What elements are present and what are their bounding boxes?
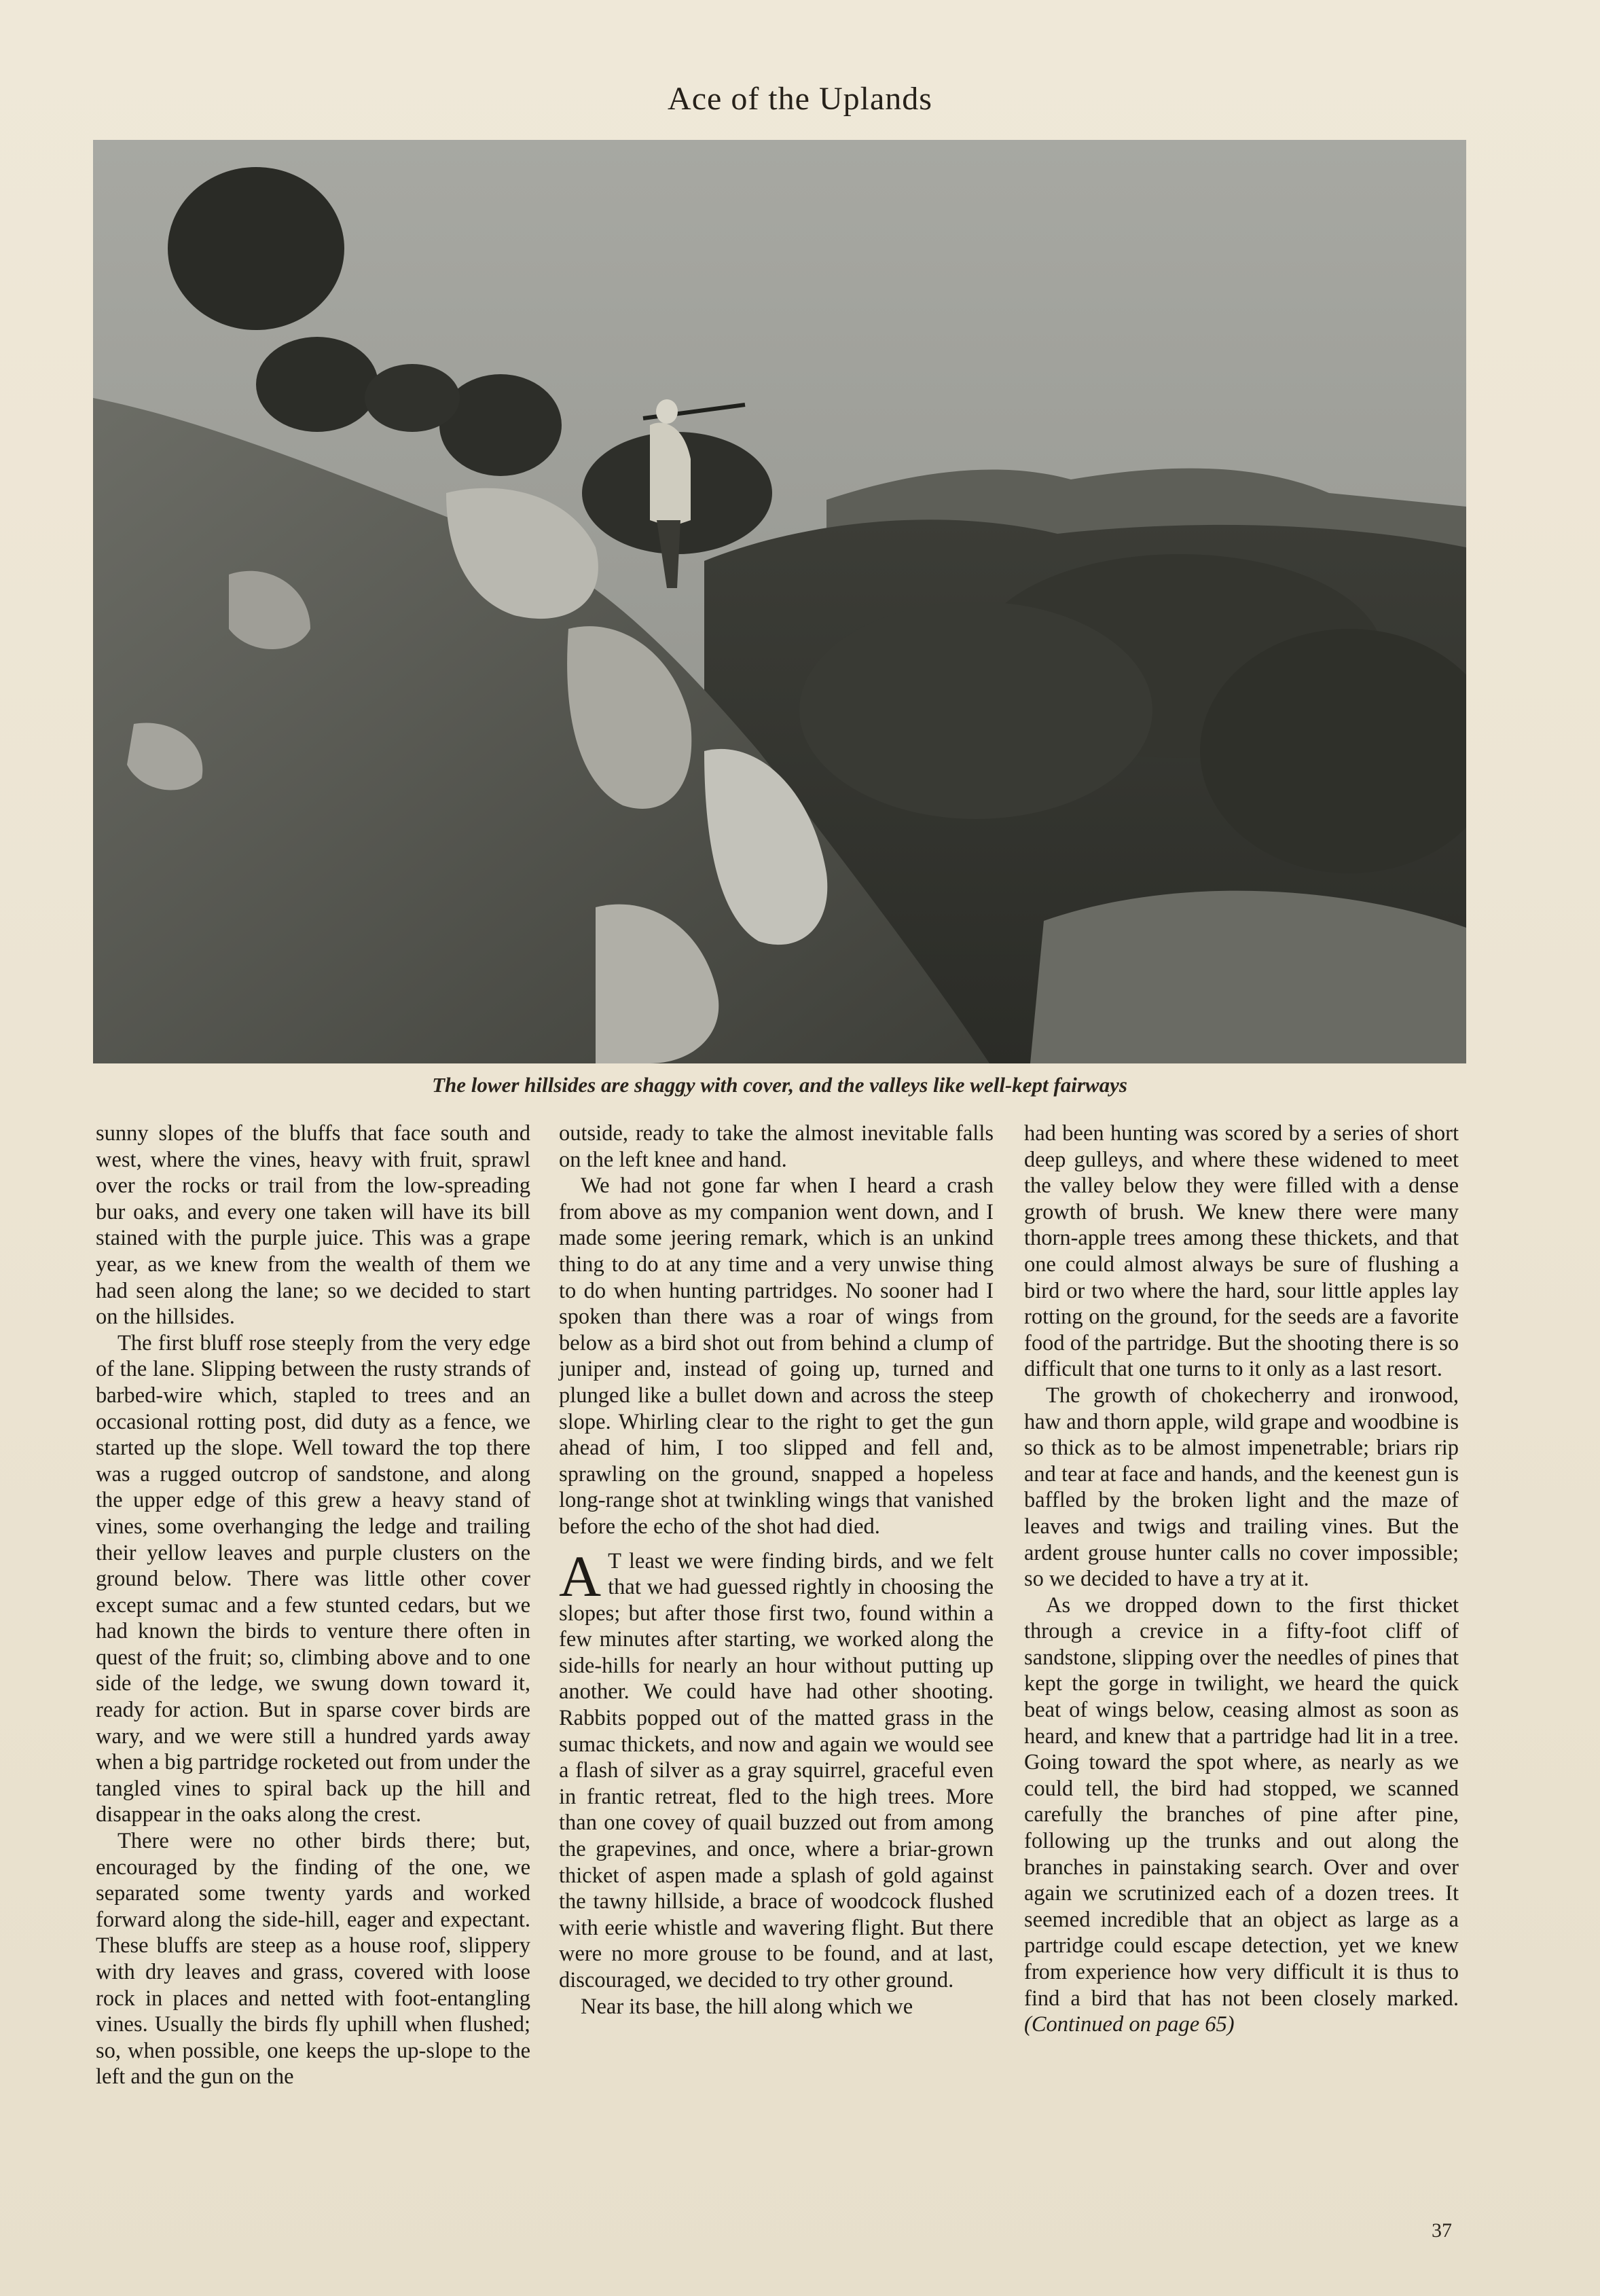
section-opening-paragraph <box>559 1543 994 1994</box>
paragraph <box>1024 1592 1459 2038</box>
paragraph-text: As we dropped down to the first thicket through a crevice in a fifty-foot cliff of sandstone, slipping over the needles of pines that kept the gorge in twilight, we heard the quick beat of wings below, ceasing almost as soon as heard, and knew that a partridge had lit in a tree. Going toward the spot where, as nearly as we could tell, the bird had stopped, we scanned carefully the branches of pine after pine, following up the trunks and out along the branches in painstaking search. Over and over again we scrutinized each of a dozen trees. It seemed incredible that an object as large as a partridge could escape detection, yet we knew from experience how very difficult it is thus to find a bird that has not been closely marked. <box>1024 1592 1459 2011</box>
paragraph: There were no other birds there; but, encouraged by the finding of the one, we separated some twenty yards and worked forward along the side-hill, eager and expectant. These bluffs are steep as a house roof, slippery with dry leaves and grass, covered with loose rock in places and netted with foot-entangling vines. Usually the birds fly uphill when flushed; so, when possible, one keeps the up-slope to the left and the gun on the <box>96 1829 530 2090</box>
photo-caption: The lower hillsides are shaggy with cover, and the valleys like well-kept fairways <box>432 1073 1127 1097</box>
paragraph: Near its base, the hill along which we <box>581 1994 913 2019</box>
drop-cap: A <box>559 1543 602 1609</box>
text-column-2 <box>559 1120 994 2020</box>
text-column-1 <box>96 1120 530 2090</box>
running-head: Ace of the Uplands <box>668 81 932 117</box>
paragraph: outside, ready to take the almost inevitable falls on the left knee and hand. <box>559 1121 994 1172</box>
paragraph: sunny slopes of the bluffs that face south and west, where the vines, heavy with fruit, sprawl over the rocks or trail from the low-spreading bur oaks, and every one taken will have its bill stained with the purple juice. This was a grape year, as we knew from the wealth of them we had seen along the lane; so we decided to start on the hillsides. <box>96 1121 530 1330</box>
continued-link: (Continued on page 65) <box>1024 2012 1235 2037</box>
paragraph: The first bluff rose steeply from the very edge of the lane. Slipping between the rusty strands of barbed-wire which, stapled to trees and an occasional rotting post, did duty as a fence, we started up the slope. Well toward the top there was a rugged outcrop of sandstone, and along the upper edge of this grew a heavy stand of vines, some overhanging the ledge and trailing their yellow leaves and purple clusters on the ground below. There was little other cover except sumac and a few stunted cedars, but we had known the birds to venture there often in quest of the fruit; so, climbing above and to one side of the ledge, we swung down toward it, ready for action. But in sparse cover birds are wary, and we were still a hundred yards away when a big partridge rocketed out from under the tangled vines to spiral back up the hill and disappear in the oaks along the crest. <box>96 1330 530 1827</box>
paragraph-text: T least we were finding birds, and we felt that we had guessed rightly in choosing the slopes; but after those first two, found within a few minutes after starting, we worked along the side-hills for nearly an hour without putting up another. We could have had other shooting. Rabbits popped out of the matted grass in the sumac thickets, and now and again we would see a flash of silver as a gray squirrel, graceful even in frantic retreat, fled to the high trees. More than one covey of quail buzzed out from among the grapevines, and once, where a briar-grown thicket of aspen made a splash of gold against the tawny hillside, a brace of woodcock flushed with eerie whistle and wavering flight. But there were no more grouse to be found, and at last, discouraged, we decided to try other ground. <box>559 1548 994 1992</box>
text-column-3 <box>1024 1120 1459 2038</box>
page-number: 37 <box>1432 2219 1452 2242</box>
photo-illustration <box>93 140 1466 1063</box>
paragraph: had been hunting was scored by a series of short deep gulleys, and where these widened to meet the valley below they were filled with a dense growth of brush. We knew there were many thorn-apple trees among these thickets, and that one could almost always be sure of flushing a bird or two where the hard, sour little apples lay rotting on the ground, for the seeds are a favorite food of the partridge. But the shooting there is so difficult that one turns to it only as a last resort. <box>1024 1121 1459 1382</box>
paragraph: We had not gone far when I heard a crash from above as my companion went down, and I made some jeering remark, which is an unkind thing to do at any time and a very unwise thing to do when hunting partridges. No sooner had I spoken than there was a roar of wings from below as a bird shot out from behind a clump of juniper and, instead of going up, turned and plunged like a bullet down and across the steep slope. Whirling clear to the right to get the gun ahead of him, I too slipped and fell and, sprawling on the ground, snapped a hopeless long-range shot at twinkling wings that vanished before the echo of the shot had died. <box>559 1173 994 1539</box>
paragraph: The growth of chokecherry and ironwood, haw and thorn apple, wild grape and woodbine is so thick as to be almost impenetrable; briars rip and tear at face and hands, and the keenest gun is baffled by the broken light and the maze of leaves and twigs and trailing vines. But the ardent grouse hunter calls no cover impossible; so we decided to have a try at it. <box>1024 1383 1459 1592</box>
hillside-photograph <box>93 140 1466 1063</box>
